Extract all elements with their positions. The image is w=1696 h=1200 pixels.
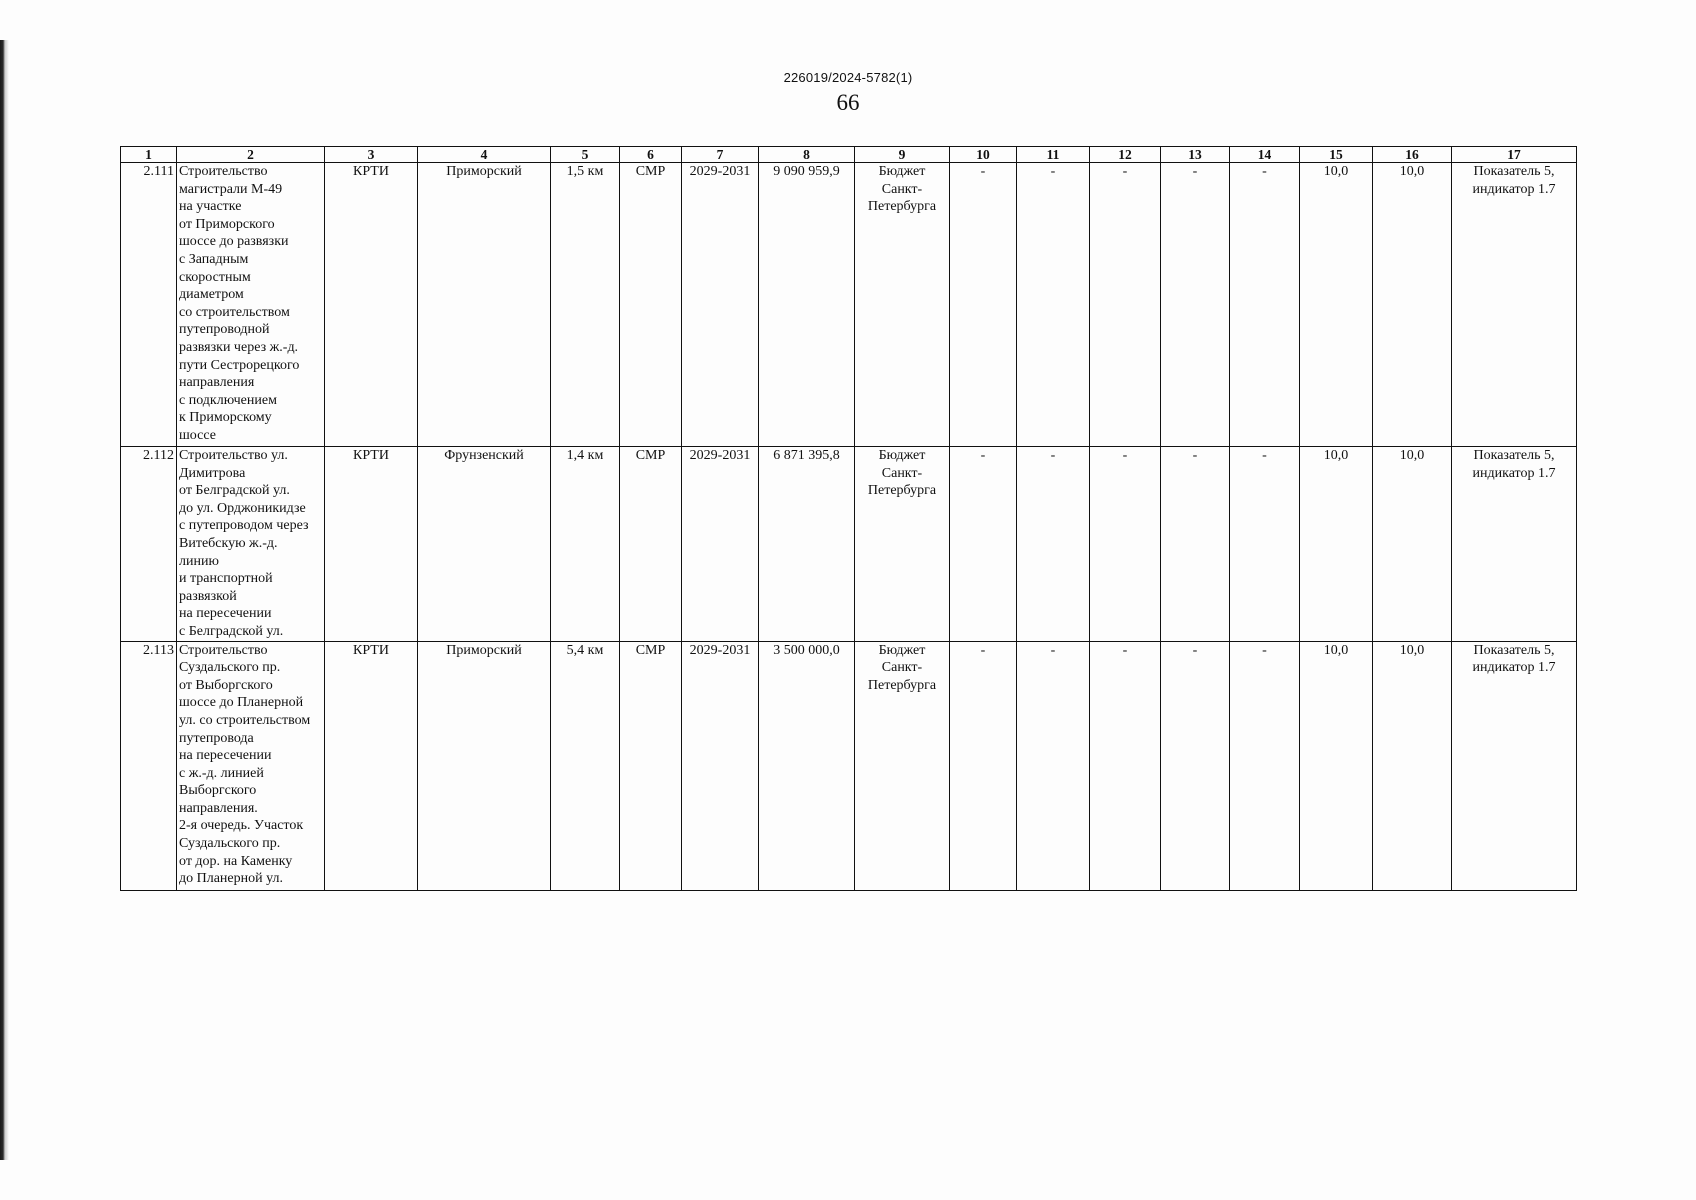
work-type: СМР bbox=[620, 447, 682, 642]
col-header-3: 3 bbox=[325, 147, 418, 163]
table-row bbox=[121, 641, 1577, 890]
cost: 3 500 000,0 bbox=[759, 641, 855, 890]
program-table bbox=[120, 146, 1577, 891]
indicator: Показатель 5, индикатор 1.7 bbox=[1452, 163, 1577, 447]
col-header-5: 5 bbox=[551, 147, 620, 163]
cell-col-15: 10,0 bbox=[1300, 447, 1373, 642]
col-header-10: 10 bbox=[950, 147, 1017, 163]
table-row bbox=[121, 163, 1577, 447]
cell-col-14: - bbox=[1230, 163, 1300, 447]
funding-source: Бюджет Санкт- Петербурга bbox=[855, 447, 950, 642]
col-header-2: 2 bbox=[177, 147, 325, 163]
col-header-16: 16 bbox=[1373, 147, 1452, 163]
scan-left-edge bbox=[0, 40, 14, 1160]
length: 1,4 км bbox=[551, 447, 620, 642]
document-id: 226019/2024-5782(1) bbox=[783, 70, 913, 85]
period: 2029-2031 bbox=[682, 447, 759, 642]
indicator: Показатель 5, индикатор 1.7 bbox=[1452, 641, 1577, 890]
col-header-4: 4 bbox=[418, 147, 551, 163]
col-header-9: 9 bbox=[855, 147, 950, 163]
table-row bbox=[121, 447, 1577, 642]
cell-col-15: 10,0 bbox=[1300, 641, 1373, 890]
header-row bbox=[121, 147, 1577, 163]
col-header-8: 8 bbox=[759, 147, 855, 163]
work-type: СМР bbox=[620, 641, 682, 890]
responsible-body: КРТИ bbox=[325, 163, 418, 447]
col-header-1: 1 bbox=[121, 147, 177, 163]
cell-col-16: 10,0 bbox=[1373, 163, 1452, 447]
cell-col-11: - bbox=[1017, 447, 1090, 642]
cost: 9 090 959,9 bbox=[759, 163, 855, 447]
cell-col-11: - bbox=[1017, 641, 1090, 890]
project-name: Строительство Суздальского пр. от Выборгского шоссе до Планерной ул. со строительством путепровода на пересечении с ж.-д. линией Выборгского направления. 2-я очередь. Участок Суздальского пр. от дор. на Каменку до Планерной ул. bbox=[177, 641, 325, 890]
cell-col-13: - bbox=[1161, 447, 1230, 642]
project-name: Строительство ул. Димитрова от Белградской ул. до ул. Орджоникидзе с путепроводом через Витебскую ж.-д. линию и транспортной развязкой на пересечении с Белградской ул. bbox=[177, 447, 325, 642]
cell-col-15: 10,0 bbox=[1300, 163, 1373, 447]
project-name: Строительство магистрали М-49 на участке от Приморского шоссе до развязки с Западным скоростным диаметром со строительством путепроводной развязки через ж.-д. пути Сестрорецкого направления с подключением к Приморскому шоссе bbox=[177, 163, 325, 447]
col-header-13: 13 bbox=[1161, 147, 1230, 163]
cell-col-14: - bbox=[1230, 447, 1300, 642]
district: Приморский bbox=[418, 641, 551, 890]
cell-col-12: - bbox=[1090, 163, 1161, 447]
cell-col-10: - bbox=[950, 641, 1017, 890]
row-number: 2.112 bbox=[121, 447, 177, 642]
responsible-body: КРТИ bbox=[325, 641, 418, 890]
col-header-11: 11 bbox=[1017, 147, 1090, 163]
page-number: 66 bbox=[836, 90, 860, 115]
district: Приморский bbox=[418, 163, 551, 447]
funding-source: Бюджет Санкт- Петербурга bbox=[855, 163, 950, 447]
cell-col-10: - bbox=[950, 447, 1017, 642]
cell-col-13: - bbox=[1161, 163, 1230, 447]
cell-col-11: - bbox=[1017, 163, 1090, 447]
col-header-17: 17 bbox=[1452, 147, 1577, 163]
col-header-14: 14 bbox=[1230, 147, 1300, 163]
district: Фрунзенский bbox=[418, 447, 551, 642]
indicator: Показатель 5, индикатор 1.7 bbox=[1452, 447, 1577, 642]
responsible-body: КРТИ bbox=[325, 447, 418, 642]
cell-col-14: - bbox=[1230, 641, 1300, 890]
work-type: СМР bbox=[620, 163, 682, 447]
cell-col-10: - bbox=[950, 163, 1017, 447]
row-number: 2.113 bbox=[121, 641, 177, 890]
period: 2029-2031 bbox=[682, 163, 759, 447]
period: 2029-2031 bbox=[682, 641, 759, 890]
col-header-6: 6 bbox=[620, 147, 682, 163]
row-number: 2.111 bbox=[121, 163, 177, 447]
length: 5,4 км bbox=[551, 641, 620, 890]
col-header-7: 7 bbox=[682, 147, 759, 163]
cell-col-12: - bbox=[1090, 641, 1161, 890]
cost: 6 871 395,8 bbox=[759, 447, 855, 642]
length: 1,5 км bbox=[551, 163, 620, 447]
cell-col-12: - bbox=[1090, 447, 1161, 642]
col-header-12: 12 bbox=[1090, 147, 1161, 163]
cell-col-16: 10,0 bbox=[1373, 641, 1452, 890]
cell-col-13: - bbox=[1161, 641, 1230, 890]
cell-col-16: 10,0 bbox=[1373, 447, 1452, 642]
col-header-15: 15 bbox=[1300, 147, 1373, 163]
funding-source: Бюджет Санкт- Петербурга bbox=[855, 641, 950, 890]
